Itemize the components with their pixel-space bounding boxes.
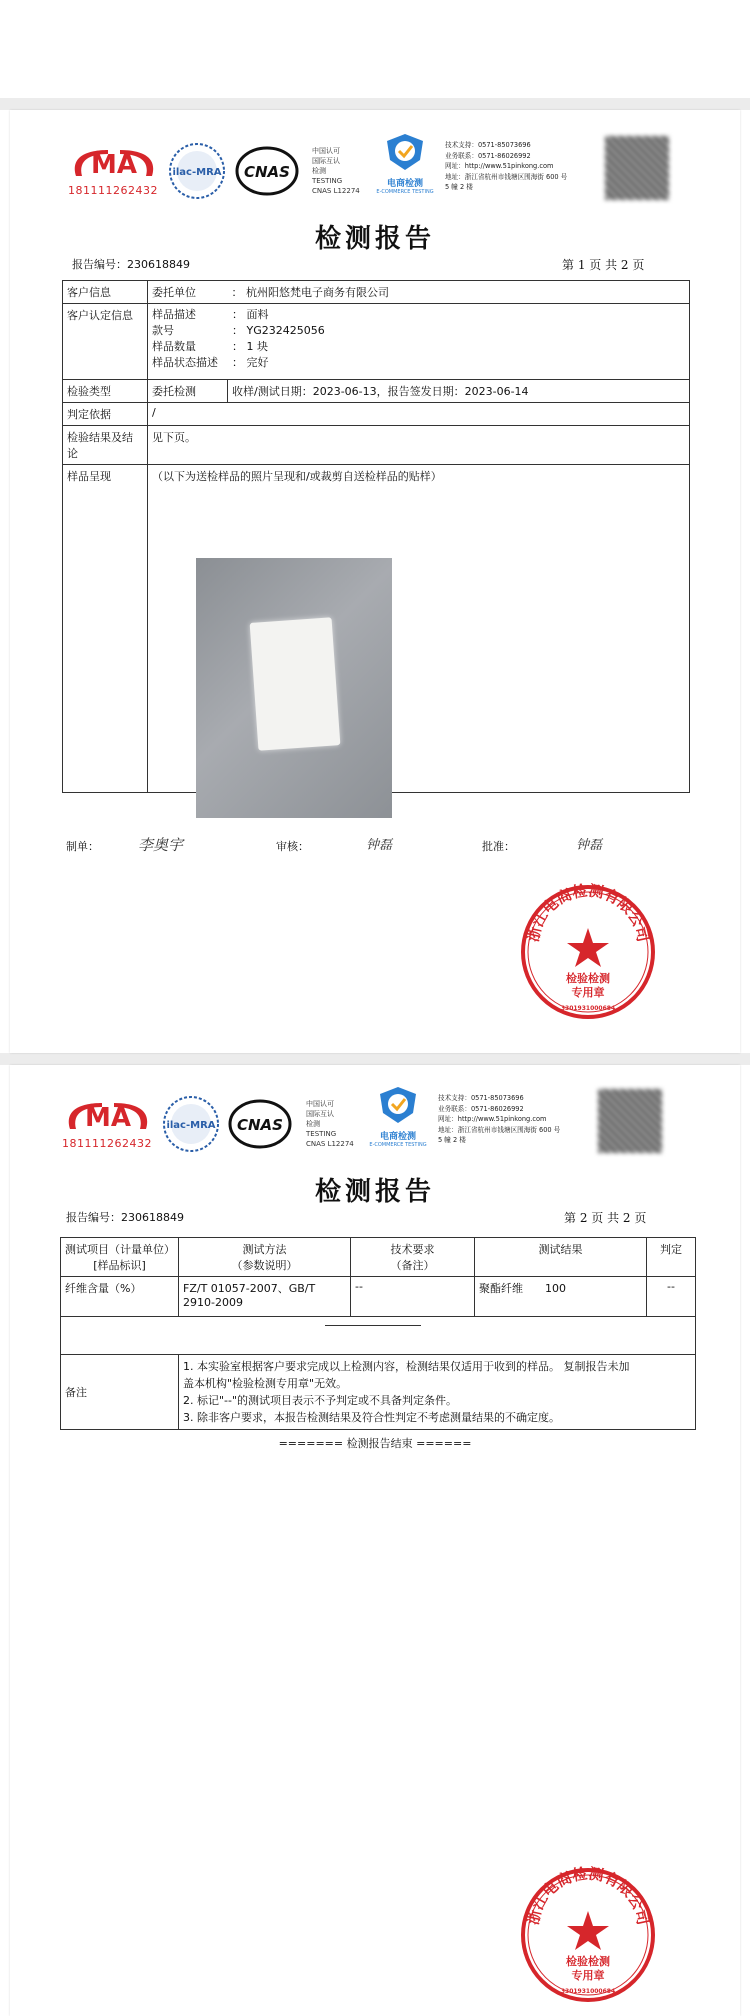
- col-header-result: 测试结果: [475, 1238, 647, 1277]
- table-row: [61, 1277, 696, 1317]
- table-row: [63, 403, 690, 426]
- col-item-label: 测试项目（计量单位）: [65, 1243, 175, 1256]
- cnas-line: TESTING: [306, 1130, 337, 1138]
- col-header-req: [351, 1238, 475, 1277]
- col-req-sub: （备注）: [390, 1259, 435, 1272]
- col-header-item: [61, 1238, 179, 1277]
- confirm-items: [148, 304, 690, 380]
- contact-line: 网址：http://www.51pinkong.com: [438, 1115, 547, 1123]
- seal-ring-text: 浙江电商检测有限公司: [523, 882, 653, 944]
- table-row: [61, 1317, 696, 1355]
- cnas-line: 中国认可: [312, 147, 340, 155]
- cnas-cert-text: [312, 146, 360, 196]
- svg-text:MA: MA: [85, 1103, 131, 1133]
- contact-line: 业务联系：0571-86026992: [445, 151, 531, 160]
- confirm-key: 款号: [152, 324, 174, 337]
- cnas-cert-text: [306, 1099, 354, 1149]
- contact-info: [445, 140, 595, 193]
- basis-value: /: [148, 403, 690, 426]
- client-unit-value: ： 杭州阳悠梵电子商务有限公司: [228, 281, 690, 304]
- contact-info: [438, 1093, 588, 1146]
- table-row: [63, 304, 690, 380]
- seal-line1: 检验检测: [566, 972, 610, 985]
- row-result: [475, 1277, 647, 1317]
- official-seal: [518, 1865, 658, 2009]
- confirm-value: ： YG232425056: [232, 324, 325, 337]
- row-result-value: 100: [545, 1282, 566, 1295]
- client-info-label: 客户信息: [63, 281, 148, 304]
- sample-note: （以下为送检样品的照片呈现和/或裁剪自送检样品的贴样）: [152, 470, 442, 483]
- cnas-logo: [235, 146, 299, 200]
- confirm-value: ： 完好: [232, 356, 269, 369]
- cma-logo: [68, 146, 168, 198]
- cnas-logo: [228, 1099, 292, 1153]
- basis-label: 判定依据: [63, 403, 148, 426]
- table-row: [63, 380, 690, 403]
- contact-line: 技术支持：0571-85073696: [445, 141, 531, 149]
- ds-logo-en: E-COMMERCE TESTING: [369, 1142, 427, 1148]
- contact-line: 地址：浙江省杭州市钱塘区围海街 600 号: [438, 1125, 561, 1134]
- contact-line: 5 幢 2 楼: [438, 1136, 466, 1144]
- official-seal: [518, 882, 658, 1026]
- seal-line2: 专用章: [571, 986, 605, 999]
- inspect-type-label: 检验类型: [63, 380, 148, 403]
- confirm-value: ： 面料: [232, 308, 269, 321]
- table-row: [63, 426, 690, 465]
- test-results-table: [60, 1237, 696, 1430]
- cma-code: 181111262432: [62, 1137, 152, 1150]
- report-page-2: [10, 1065, 740, 2016]
- sample-label: 样品呈现: [63, 465, 148, 793]
- seal-line2: 专用章: [571, 1969, 605, 1982]
- sign-review-label: 审核：: [276, 840, 309, 853]
- contact-line: 地址：浙江省杭州市钱塘区围海街 600 号: [445, 172, 568, 181]
- report-title: 检测报告: [314, 1177, 435, 1207]
- confirm-label: 客户认定信息: [63, 304, 148, 380]
- row-result-name: 聚酯纤维: [479, 1282, 523, 1295]
- confirm-key: 样品数量: [152, 340, 196, 353]
- col-item-sub: [样品标识]: [93, 1259, 146, 1272]
- report-number: 报告编号：230618849: [72, 258, 190, 271]
- ecommerce-testing-logo: [365, 132, 445, 195]
- seal-ring-text: 浙江电商检测有限公司: [523, 1865, 653, 1927]
- cnas-line: 中国认可: [306, 1100, 334, 1108]
- seal-number: 3301931000684: [560, 1005, 616, 1012]
- confirm-value: ： 1 块: [232, 340, 268, 353]
- sign-approve-label: 批准：: [482, 840, 515, 853]
- cnas-line: CNAS L12274: [306, 1140, 354, 1148]
- page-number: 第 2 页 共 2 页: [564, 1211, 647, 1225]
- ecommerce-testing-logo: [358, 1085, 438, 1148]
- separator-line: [325, 1325, 421, 1326]
- ilac-mra-logo: [162, 1095, 220, 1157]
- svg-text:MA: MA: [91, 150, 137, 180]
- ds-logo-en: E-COMMERCE TESTING: [376, 189, 434, 195]
- client-unit-label: 委托单位: [148, 281, 228, 304]
- cma-logo: [62, 1099, 162, 1151]
- cnas-line: 检测: [312, 167, 326, 175]
- ds-logo-cn: 电商检测: [379, 1132, 416, 1142]
- row-method-line: FZ/T 01057-2007、GB/T: [183, 1282, 316, 1295]
- row-judge: --: [647, 1277, 696, 1317]
- sign-approve: 钟磊: [576, 838, 603, 853]
- cnas-line: 检测: [306, 1120, 320, 1128]
- col-method-label: 测试方法: [242, 1243, 287, 1256]
- note-line: 1. 本实验室根据客户要求完成以上检测内容，检测结果仅适用于收到的样品。 复制报告未加: [183, 1360, 630, 1373]
- table-row: [63, 281, 690, 304]
- cnas-line: 国际互认: [306, 1110, 334, 1118]
- dates-value: 收样/测试日期：2023-06-13，报告签发日期：2023-06-14: [228, 380, 690, 403]
- contact-line: 5 幢 2 楼: [445, 183, 473, 191]
- fabric-sample: [250, 617, 341, 750]
- note-line: 3. 除非客户要求，本报告检测结果及符合性判定不考虑测量结果的不确定度。: [183, 1411, 560, 1424]
- col-method-sub: （参数说明）: [231, 1259, 298, 1272]
- note-line: 2. 标记"--"的测试项目表示不予判定或不具备判定条件。: [183, 1394, 458, 1407]
- page-number: 第 1 页 共 2 页: [562, 258, 645, 272]
- col-header-judge: 判定: [647, 1238, 696, 1277]
- ilac-text: ilac-MRA: [166, 1120, 216, 1131]
- confirm-key: 样品状态描述: [152, 356, 218, 369]
- report-title: 检测报告: [314, 224, 435, 254]
- report-end-text: ======= 检测报告结束 ======: [278, 1437, 472, 1450]
- inspect-type-value: 委托检测: [148, 380, 228, 403]
- cnas-line: TESTING: [312, 177, 343, 185]
- ilac-mra-logo: [168, 142, 226, 204]
- table-header-row: [61, 1238, 696, 1277]
- col-header-method: [179, 1238, 351, 1277]
- sign-review: 钟磊: [366, 838, 393, 853]
- note-line: 盖本机构"检验检测专用章"无效。: [183, 1377, 348, 1390]
- ilac-text: ilac-MRA: [172, 167, 222, 178]
- cnas-line: 国际互认: [312, 157, 340, 165]
- cnas-line: CNAS L12274: [312, 187, 360, 195]
- row-item: 纤维含量（%）: [61, 1277, 179, 1317]
- seal-line1: 检验检测: [566, 1955, 610, 1968]
- result-label: 检验结果及结论: [63, 426, 148, 465]
- cnas-text: CNAS: [244, 163, 290, 181]
- sign-make: 李奥宇: [138, 836, 184, 854]
- cma-code: 181111262432: [68, 184, 158, 197]
- ds-logo-cn: 电商检测: [386, 179, 423, 189]
- seal-number: 3301931000684: [560, 1988, 616, 1995]
- result-value: 见下页。: [148, 426, 690, 465]
- col-req-label: 技术要求: [390, 1243, 435, 1256]
- table-row: [61, 1355, 696, 1430]
- qr-code: [605, 136, 669, 200]
- contact-line: 网址：http://www.51pinkong.com: [445, 162, 554, 170]
- notes-label: 备注: [61, 1355, 179, 1430]
- contact-line: 技术支持：0571-85073696: [438, 1094, 524, 1102]
- sample-photo: [196, 558, 392, 818]
- separator-cell: [61, 1317, 696, 1355]
- sign-make-label: 制单：: [66, 840, 99, 853]
- row-req: --: [351, 1277, 475, 1317]
- contact-line: 业务联系：0571-86026992: [438, 1104, 524, 1113]
- confirm-key: 样品描述: [152, 308, 196, 321]
- row-method: [179, 1277, 351, 1317]
- row-method-line: 2910-2009: [183, 1296, 243, 1309]
- notes-cell: [179, 1355, 696, 1430]
- qr-code: [598, 1089, 662, 1153]
- report-page-1: [10, 110, 740, 1053]
- report-number: 报告编号：230618849: [66, 1211, 184, 1224]
- cnas-text: CNAS: [237, 1116, 283, 1134]
